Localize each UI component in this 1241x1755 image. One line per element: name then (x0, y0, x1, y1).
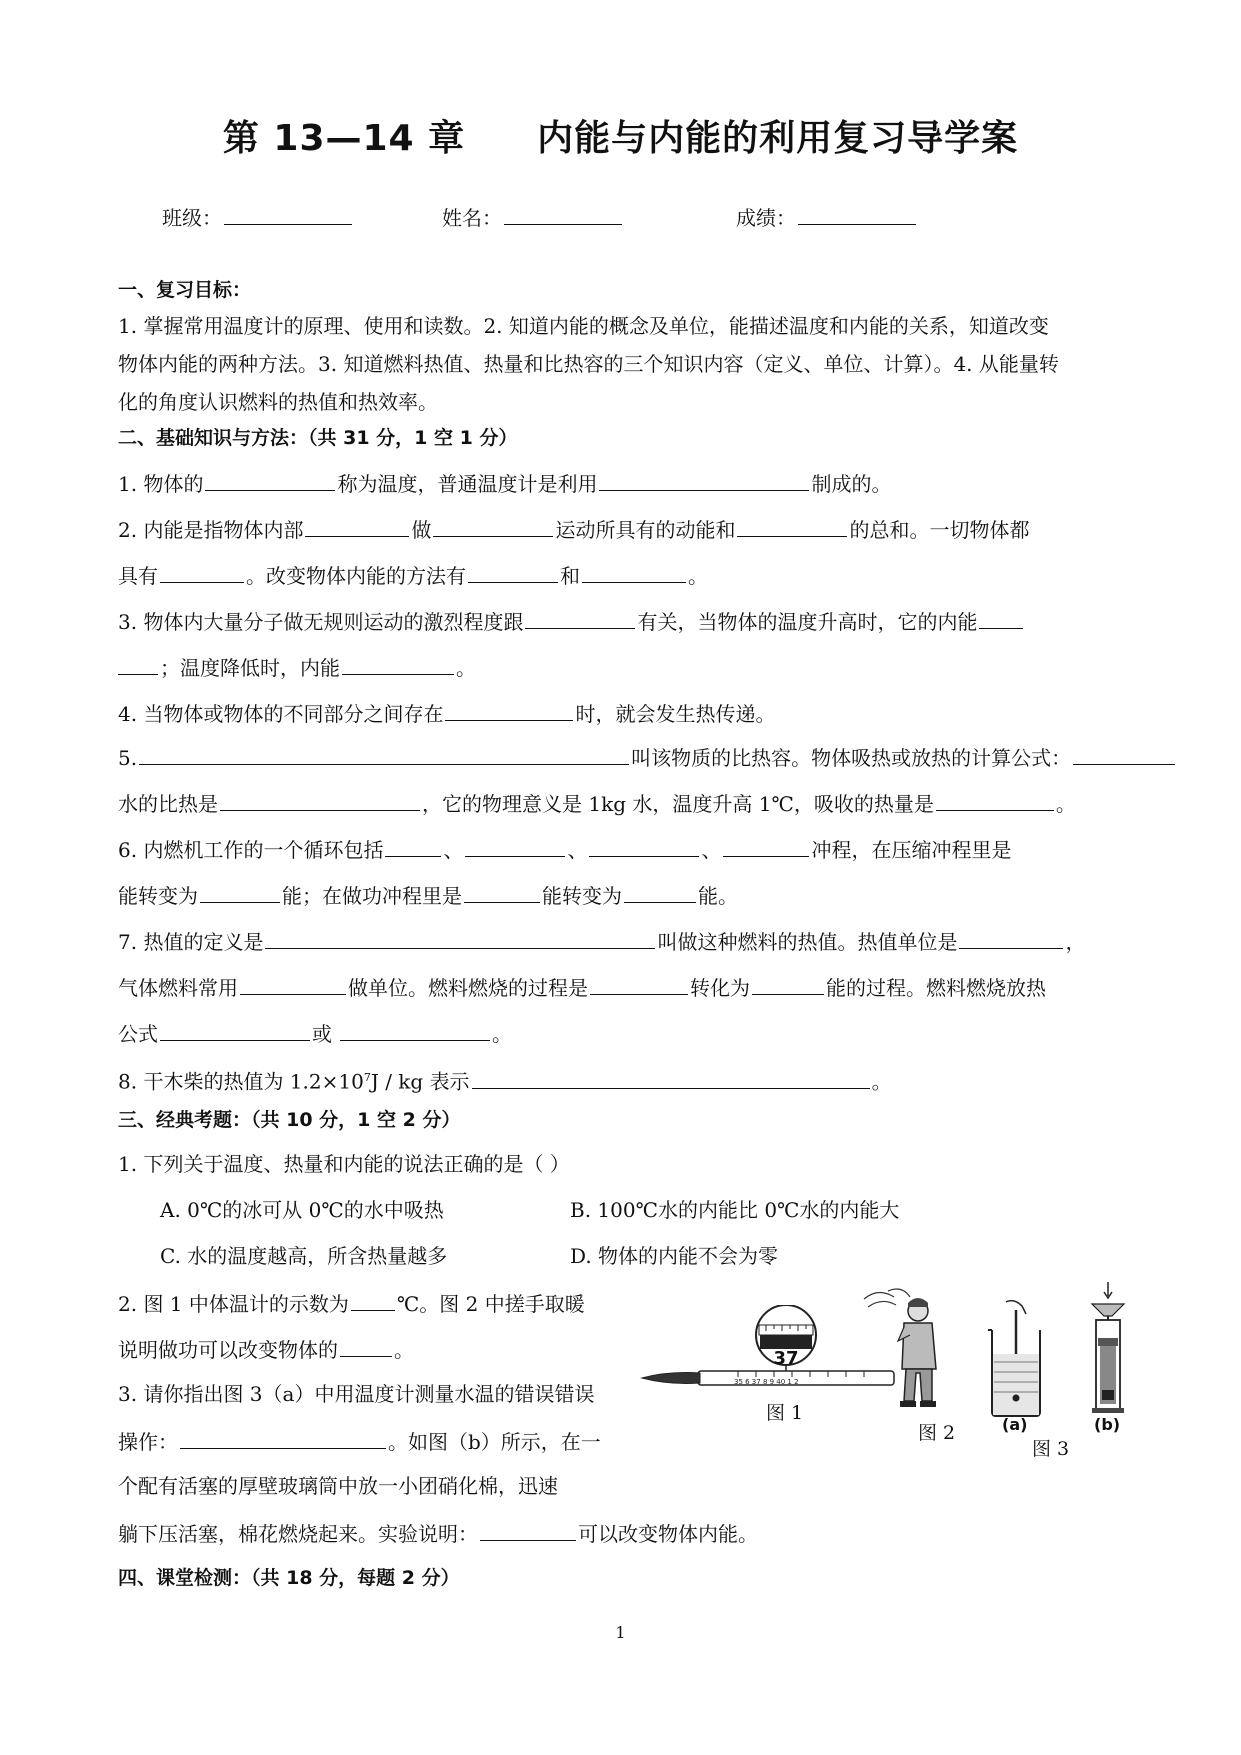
class-blank[interactable] (224, 204, 352, 225)
question-line: 具有 。改变物体内能的方法有 和 。 (118, 560, 708, 590)
answer-blank[interactable] (590, 972, 688, 995)
question-line: 说明做功可以改变物体的 。 (118, 1334, 414, 1364)
figure-3b-label: (b) (1094, 1415, 1121, 1434)
answer-blank[interactable] (160, 1018, 310, 1041)
score-blank[interactable] (798, 204, 916, 225)
answer-blank[interactable] (385, 834, 441, 857)
question-line: 水的比热是 ，它的物理意义是 1kg 水，温度升高 1℃，吸收的热量是 。 (118, 788, 1076, 818)
question-line: 2. 内能是指物体内部 做 运动所具有的动能和 的总和。一切物体都 (118, 514, 1029, 544)
question-line: 6. 内燃机工作的一个循环包括 、 、 、 冲程，在压缩冲程里是 (118, 834, 1011, 864)
question-line: 7. 热值的定义是 叫做这种燃料的热值。热值单位是 ， (118, 926, 1085, 956)
paragraph-line: 物体内能的两种方法。3. 知道燃料热值、热量和比热容的三个知识内容（定义、单位、计算）。4. 从能量转 (118, 352, 1059, 376)
question-line: 8. 干木柴的热值为 $1.2\times 10^7J$ / kg 表示 。 (118, 1064, 892, 1096)
answer-blank[interactable] (599, 468, 809, 491)
question-line: 1. 物体的 称为温度，普通温度计是利用 制成的。 (118, 468, 891, 498)
choice-option-d[interactable]: D. 物体的内能不会为零 (570, 1244, 779, 1268)
page-number: 1 (615, 1623, 626, 1642)
title-topic: 内能与内能的利用复习导学案 (537, 118, 1019, 159)
question-line: 5. 叫该物质的比热容。物体吸热或放热的计算公式： (118, 742, 1177, 772)
answer-blank[interactable] (589, 834, 699, 857)
answer-blank[interactable] (139, 742, 629, 765)
question-line: 公式 或 。 (118, 1018, 512, 1048)
answer-blank[interactable] (200, 880, 280, 903)
answer-blank[interactable] (445, 698, 573, 721)
class-field: 班级： (162, 202, 354, 231)
question-line: 3. 物体内大量分子做无规则运动的激烈程度跟 有关，当物体的温度升高时，它的内能 (118, 606, 1025, 636)
answer-blank[interactable] (205, 468, 335, 491)
question-line: 4. 当物体或物体的不同部分之间存在 时，就会发生热传递。 (118, 698, 775, 728)
name-blank[interactable] (504, 204, 622, 225)
answer-blank[interactable] (472, 1066, 870, 1089)
page-title (0, 110, 1241, 161)
thermometer-scale: 35 6 37 8 9 40 1 2 (734, 1378, 799, 1386)
answer-blank[interactable] (624, 880, 696, 903)
figure-3-caption: 图 3 (1032, 1438, 1070, 1460)
answer-blank[interactable] (752, 972, 824, 995)
question-line: 操作： 。如图（b）所示，在一 (118, 1426, 601, 1456)
question-line: 2. 图 1 中体温计的示数为 ℃。图 2 中搓手取暖 (118, 1288, 585, 1318)
section-heading: 二、基础知识与方法：（共 31 分，1 空 1 分） (118, 427, 518, 449)
figure-1-caption: 图 1 (766, 1402, 804, 1424)
question-line: 个配有活塞的厚壁玻璃筒中放一小团硝化棉，迅速 (118, 1474, 558, 1498)
answer-blank[interactable] (433, 514, 553, 537)
answer-blank[interactable] (465, 834, 565, 857)
figure-2-caption: 图 2 (918, 1422, 956, 1444)
question-line: 躺下压活塞，棉花燃烧起来。实验说明： 可以改变物体内能。 (118, 1518, 758, 1548)
paragraph-line: 1. 掌握常用温度计的原理、使用和读数。2. 知道内能的概念及单位，能描述温度和内能的关系，知道改变 (118, 314, 1049, 338)
answer-blank[interactable] (220, 788, 420, 811)
question-line: 3. 请你指出图 3（a）中用温度计测量水温的错误错误 (118, 1382, 595, 1406)
answer-blank[interactable] (582, 560, 686, 583)
question-line: 气体燃料常用 做单位。燃料燃烧的过程是 转化为 能的过程。燃料燃烧放热 (118, 972, 1046, 1002)
answer-blank[interactable] (723, 834, 809, 857)
answer-blank[interactable] (340, 1334, 392, 1357)
thermometer-reading: 37 (773, 1348, 799, 1369)
question-line: 1. 下列关于温度、热量和内能的说法正确的是（ ） (118, 1152, 570, 1176)
answer-blank[interactable] (1073, 742, 1175, 765)
answer-blank[interactable] (160, 560, 244, 583)
answer-blank[interactable] (468, 560, 558, 583)
name-field: 姓名： (442, 202, 624, 231)
choice-option-a[interactable]: A. 0℃的冰可从 0℃的水中吸热 (160, 1198, 444, 1222)
choice-option-b[interactable]: B. 100℃水的内能比 0℃水的内能大 (570, 1198, 900, 1222)
answer-blank[interactable] (340, 1018, 490, 1041)
answer-blank[interactable] (305, 514, 409, 537)
paragraph-line: 化的角度认识燃料的热值和热效率。 (118, 390, 438, 414)
answer-blank[interactable] (959, 926, 1063, 949)
answer-blank[interactable] (342, 652, 454, 675)
title-chapter: 第 13—14 章 (222, 118, 466, 159)
section-heading: 一、复习目标： (118, 279, 252, 301)
answer-blank[interactable] (464, 880, 540, 903)
choice-option-c[interactable]: C. 水的温度越高，所含热量越多 (160, 1244, 448, 1268)
answer-blank[interactable] (979, 606, 1023, 629)
answer-blank[interactable] (936, 788, 1054, 811)
person-rubbing-hands-figure (858, 1283, 958, 1413)
answer-blank[interactable] (480, 1518, 576, 1541)
beaker-thermometer-figure (982, 1300, 1052, 1420)
answer-blank[interactable] (737, 514, 847, 537)
section-heading: 四、课堂检测：（共 18 分，每题 2 分） (118, 1567, 460, 1589)
figure-3a-label: (a) (1002, 1415, 1028, 1434)
answer-blank[interactable] (118, 652, 158, 675)
question-line: 能转变为 能；在做功冲程里是 能转变为 能。 (118, 880, 738, 910)
answer-blank[interactable] (265, 926, 655, 949)
answer-blank[interactable] (525, 606, 635, 629)
answer-blank[interactable] (351, 1288, 395, 1311)
answer-blank[interactable] (240, 972, 346, 995)
question-line: ；温度降低时，内能 。 (118, 652, 476, 682)
answer-blank[interactable] (180, 1426, 386, 1449)
score-field: 成绩： (736, 202, 918, 231)
section-heading: 三、经典考题：（共 10 分，1 空 2 分） (118, 1109, 461, 1131)
piston-cylinder-figure (1086, 1282, 1130, 1416)
